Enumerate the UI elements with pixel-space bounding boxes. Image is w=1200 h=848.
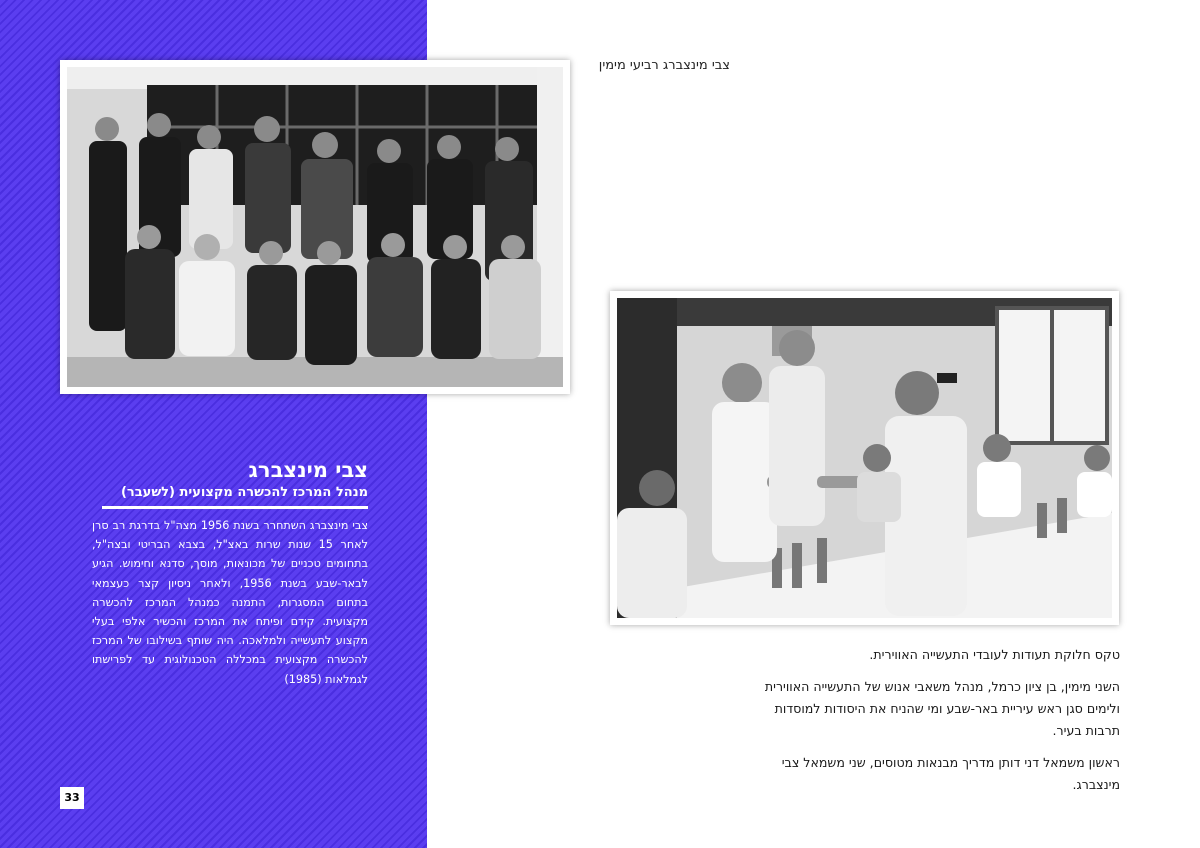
top-photo-caption: צבי מינצברג רביעי מימין bbox=[598, 58, 730, 73]
ceremony-photo-image bbox=[617, 298, 1112, 618]
person-role-subheading: מנהל המרכז להכשרה מקצועית (לשעבר) bbox=[120, 485, 368, 500]
person-name-heading: צבי מינצברג bbox=[248, 458, 368, 482]
group-photo-image bbox=[67, 67, 563, 387]
group-photo bbox=[60, 60, 570, 394]
ceremony-caption-line-3: ראשון משמאל דני דותן מדריך מבנאות מטוסים, שני משמאל צבי מינצברג. bbox=[781, 755, 1120, 792]
ceremony-caption-line-1: טקס חלוקת תעודות לעובדי התעשייה האווירית. bbox=[869, 647, 1120, 662]
ceremony-caption-line-2: השני מימין, בן ציון כרמל, מנהל משאבי אנוש של התעשייה האווירית ולימים סגן ראש עיריית באר-שבע ומי שהניח את היסודות למוסדות תרבות בעיר. bbox=[764, 679, 1120, 738]
heading-underline bbox=[102, 506, 368, 509]
ceremony-photo bbox=[610, 291, 1119, 625]
page-number: 33 bbox=[60, 787, 84, 809]
ceremony-caption bbox=[760, 644, 1120, 806]
biography-text: צבי מינצברג השתחרר בשנת 1956 מצה"ל בדרגת רב סרן לאחר 15 שנות שרות באצ"ל, בצבא הבריטי ובצה"ל, בתחומים טכניים של מכונאות, מוסך, סדנא וחימוש. הגיע לבאר-שבע בשנת 1956, ולאחר ניסיון קצר כעצמאי בתחום המסגרות, התמנה כמנהל המרכז להכשרה מקצועית. קידם ופיתח את המרכז והכשיר אלפי בעלי מקצוע לתעשייה ולמלאכה. היה שותף בשילובו של המרכז להכשרה מקצועית במכללה הטכנולוגית עד לפרישתו לגמלאות (1985) bbox=[92, 519, 368, 686]
